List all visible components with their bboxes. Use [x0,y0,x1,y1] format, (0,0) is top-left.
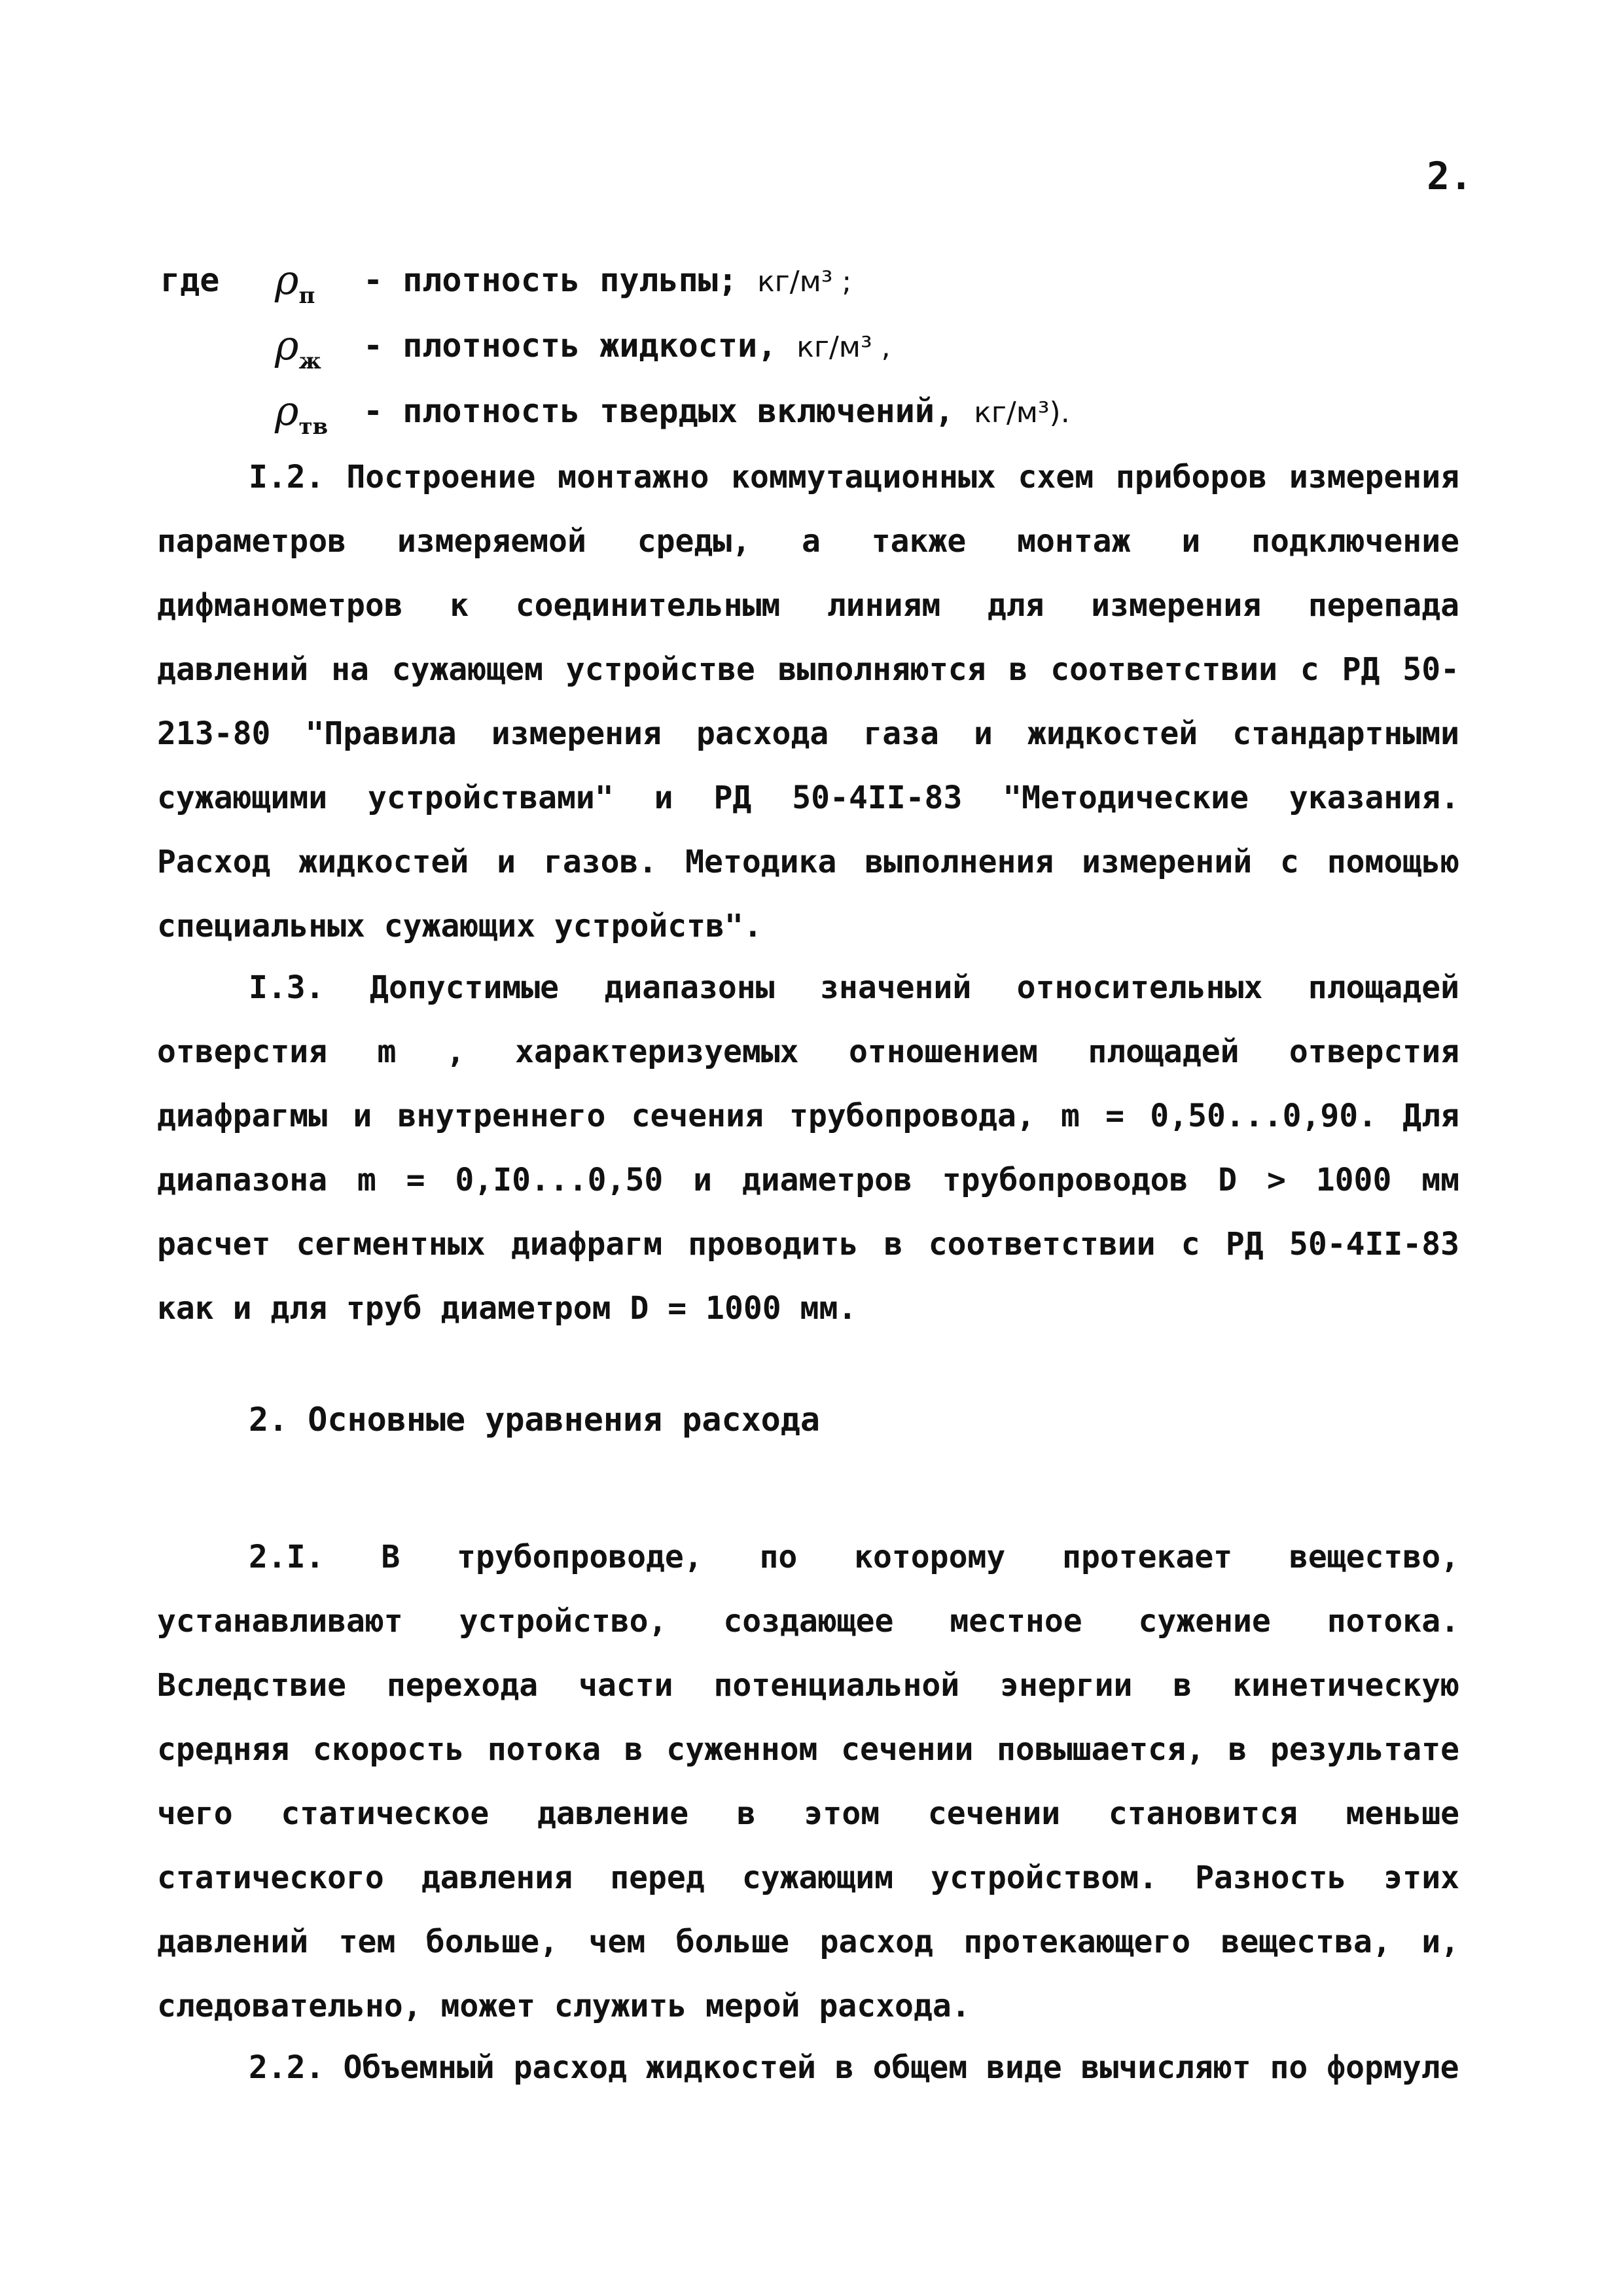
legend-definition: - плотность пульпы; кг/м³ ; [363,261,852,299]
symbol-legend [160,247,1469,444]
section-heading-2: 2. Основные уравнения расхода [249,1401,820,1439]
legend-unit: кг/м³ , [796,331,891,364]
legend-row-liquid [160,313,1469,378]
legend-unit: кг/м³ ; [757,265,852,298]
legend-symbol: $\rho_ж$ [275,321,321,374]
legend-symbol: $\rho_п$ [275,256,315,309]
paragraph-1-2: I.2. Построение монтажно коммутационных схем приборов измерения параметров измеряемой среды, а также монтаж и подключение дифманометров к соединительным линиям для измерения перепада давлений на сужающем устройстве выполняются в соответствии с РД 50-213-80 "Правила измерения расхода газа и жидкостей стандартными сужающими устройствами" и РД 50-4II-83 "Методические указания. Расход жидкостей и газов. Методика выполнения измерений с помощью специальных сужающих устройств". [157,459,1459,944]
legend-symbol: $\rho_{тв}$ [275,387,329,440]
legend-definition: - плотность жидкости, кг/м³ , [363,327,891,365]
legend-definition: - плотность твердых включений, кг/м³). [363,392,1070,430]
legend-row-pulp [160,247,1469,313]
page-number: 2. [1427,154,1472,198]
legend-unit: кг/м³). [974,396,1070,429]
paragraph-2-2: 2.2. Объемный расход жидкостей в общем виде вычисляют по формуле [249,2049,1459,2086]
legend-lead-word: где [160,261,220,299]
legend-row-solids [160,378,1469,444]
paragraph-1-3: I.3. Допустимые диапазоны значений относительных площадей отверстия m , характеризуемых отношением площадей отверстия диафрагмы и внутреннего сечения трубопровода, m = 0,50...0,90. Для диапазона m = 0,I0...0,50 и диаметров трубопроводов D > 1000 мм расчет сегментных диафрагм проводить в соответствии с РД 50-4II-83 как и для труб диаметром D = 1000 мм. [157,969,1459,1327]
paragraph-2-1: 2.I. В трубопроводе, по которому протекает вещество, устанавливают устройство, создающее местное сужение потока. Вследствие перехода части потенциальной энергии в кинетическую средняя скорость потока в суженном сечении повышается, в результате чего статическое давление в этом сечении становится меньше статического давления перед сужающим устройством. Разность этих давлений тем больше, чем больше расход протекающего вещества, и, следовательно, может служить мерой расхода. [157,1539,1459,2024]
